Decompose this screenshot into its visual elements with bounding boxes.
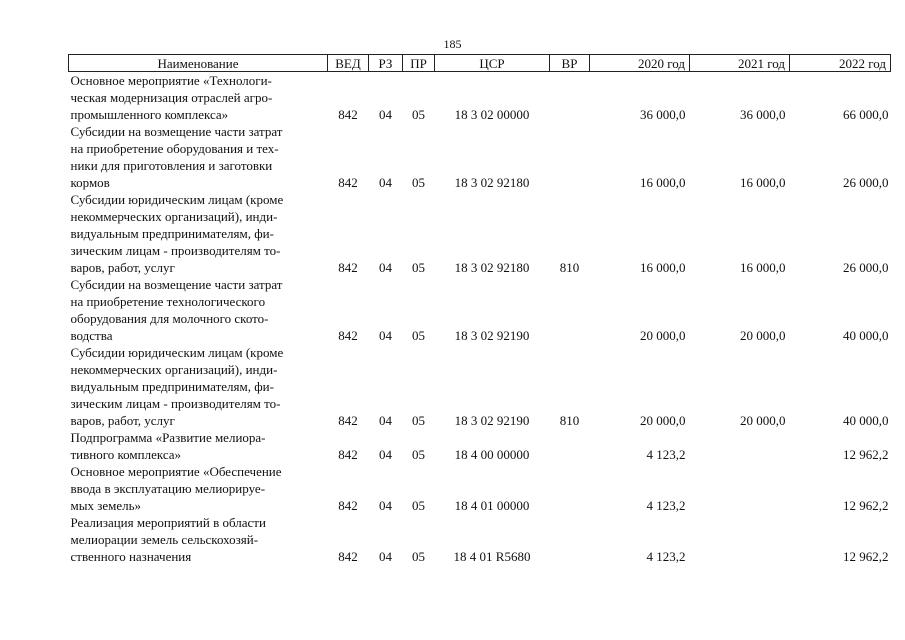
cell-vr: 810	[559, 413, 580, 428]
name-line: ственного назначения	[70, 549, 192, 564]
cell-rz: 04	[379, 175, 392, 190]
table-body	[69, 72, 891, 566]
name-line: Субсидии юридическим лицам (кроме	[70, 192, 284, 207]
cell-name	[69, 429, 328, 463]
table-row	[69, 276, 891, 344]
name-line: Субсидии на возмещение части затрат	[70, 124, 283, 139]
cell-vr	[550, 72, 590, 124]
header-row	[69, 55, 891, 72]
header-name: Наименование	[69, 55, 328, 72]
cell-name	[69, 72, 328, 124]
cell-vr: 810	[559, 260, 580, 275]
name-line: оборудования для молочного ското-	[70, 311, 269, 326]
cell-2021: 16 000,0	[740, 260, 786, 275]
header-year-2021: 2021 год	[690, 55, 790, 72]
cell-2020: 16 000,0	[640, 175, 686, 190]
cell-2021	[690, 514, 790, 565]
cell-vr	[550, 429, 590, 463]
cell-name	[69, 344, 328, 429]
cell-2022: 40 000,0	[843, 413, 889, 428]
cell-2020: 4 123,2	[646, 549, 686, 564]
header-vr: ВР	[550, 55, 590, 72]
cell-pr: 05	[412, 447, 425, 462]
name-line: ники для приготовления и заготовки	[70, 158, 273, 173]
budget-table	[68, 54, 891, 565]
cell-2022: 12 962,2	[843, 498, 889, 513]
cell-pr: 05	[412, 260, 425, 275]
cell-2020: 36 000,0	[640, 107, 686, 122]
cell-2022: 12 962,2	[843, 549, 889, 564]
cell-rz: 04	[379, 328, 392, 343]
cell-ved: 842	[338, 447, 358, 462]
cell-pr: 05	[412, 175, 425, 190]
cell-pr: 05	[412, 328, 425, 343]
name-line: ческая модернизация отраслей агро-	[70, 90, 273, 105]
name-line: Подпрограмма «Развитие мелиора-	[70, 430, 266, 445]
name-line: водства	[70, 328, 113, 343]
cell-ved: 842	[338, 328, 358, 343]
cell-rz: 04	[379, 447, 392, 462]
name-line: варов, работ, услуг	[70, 413, 175, 428]
cell-rz: 04	[379, 260, 392, 275]
cell-rz: 04	[379, 107, 392, 122]
name-line: мых земель»	[70, 498, 142, 513]
name-line: видуальным предпринимателям, фи-	[70, 226, 274, 241]
cell-ved: 842	[338, 175, 358, 190]
name-line: Основное мероприятие «Обеспечение	[70, 464, 282, 479]
table-row	[69, 429, 891, 463]
name-line: на приобретение оборудования и тех-	[70, 141, 279, 156]
cell-csr: 18 4 01 R5680	[453, 549, 531, 564]
cell-ved: 842	[338, 413, 358, 428]
cell-name	[69, 276, 328, 344]
cell-2020: 4 123,2	[646, 498, 686, 513]
header-rz: РЗ	[369, 55, 403, 72]
table-row	[69, 463, 891, 514]
cell-vr	[550, 463, 590, 514]
cell-csr: 18 4 01 00000	[454, 498, 530, 513]
header-ved: ВЕД	[328, 55, 369, 72]
cell-pr: 05	[412, 413, 425, 428]
cell-name	[69, 514, 328, 565]
cell-ved: 842	[338, 260, 358, 275]
cell-pr: 05	[412, 549, 425, 564]
name-line: Основное мероприятие «Технологи-	[70, 73, 272, 88]
cell-2022: 12 962,2	[843, 447, 889, 462]
cell-name	[69, 123, 328, 191]
cell-2021	[690, 463, 790, 514]
cell-2021: 36 000,0	[740, 107, 786, 122]
name-line: ввода в эксплуатацию мелиорируе-	[70, 481, 266, 496]
cell-vr	[550, 123, 590, 191]
cell-2022: 26 000,0	[843, 175, 889, 190]
header-year-2022: 2022 год	[790, 55, 891, 72]
cell-2021: 20 000,0	[740, 413, 786, 428]
cell-name	[69, 463, 328, 514]
cell-pr: 05	[412, 498, 425, 513]
cell-2020: 20 000,0	[640, 413, 686, 428]
table-row	[69, 123, 891, 191]
cell-rz: 04	[379, 413, 392, 428]
cell-csr: 18 3 02 92180	[454, 260, 530, 275]
cell-csr: 18 3 02 92190	[454, 328, 530, 343]
cell-2022: 66 000,0	[843, 107, 889, 122]
cell-rz: 04	[379, 549, 392, 564]
cell-2021: 16 000,0	[740, 175, 786, 190]
name-line: зическим лицам - производителям то-	[70, 243, 281, 258]
cell-vr	[550, 276, 590, 344]
cell-ved: 842	[338, 107, 358, 122]
name-line: варов, работ, услуг	[70, 260, 175, 275]
cell-pr: 05	[412, 107, 425, 122]
header-year-2020: 2020 год	[590, 55, 690, 72]
name-line: видуальным предпринимателям, фи-	[70, 379, 274, 394]
cell-csr: 18 3 02 92180	[454, 175, 530, 190]
header-csr: ЦСР	[435, 55, 550, 72]
name-line: Субсидии юридическим лицам (кроме	[70, 345, 284, 360]
cell-2020: 16 000,0	[640, 260, 686, 275]
name-line: кормов	[70, 175, 110, 190]
cell-ved: 842	[338, 498, 358, 513]
name-line: мелиорации земель сельскохозяй-	[70, 532, 259, 547]
name-line: тивного комплекса»	[70, 447, 182, 462]
table-row	[69, 191, 891, 276]
cell-csr: 18 3 02 00000	[454, 107, 530, 122]
cell-2021	[690, 429, 790, 463]
cell-csr: 18 3 02 92190	[454, 413, 530, 428]
cell-ved: 842	[338, 549, 358, 564]
cell-rz: 04	[379, 498, 392, 513]
cell-2022: 40 000,0	[843, 328, 889, 343]
page-number: 185	[443, 37, 462, 51]
cell-vr	[550, 514, 590, 565]
name-line: Реализация мероприятий в области	[70, 515, 266, 530]
name-line: Субсидии на возмещение части затрат	[70, 277, 283, 292]
cell-2022: 26 000,0	[843, 260, 889, 275]
header-pr: ПР	[403, 55, 435, 72]
table-row	[69, 72, 891, 124]
name-line: некоммерческих организаций), инди-	[70, 209, 278, 224]
table-header	[69, 55, 891, 72]
cell-name	[69, 191, 328, 276]
cell-2020: 20 000,0	[640, 328, 686, 343]
cell-2020: 4 123,2	[646, 447, 686, 462]
name-line: некоммерческих организаций), инди-	[70, 362, 278, 377]
table-row	[69, 514, 891, 565]
cell-2021: 20 000,0	[740, 328, 786, 343]
name-line: промышленного комплекса»	[70, 107, 229, 122]
name-line: на приобретение технологического	[70, 294, 266, 309]
table-row	[69, 344, 891, 429]
cell-csr: 18 4 00 00000	[454, 447, 530, 462]
name-line: зическим лицам - производителям то-	[70, 396, 281, 411]
